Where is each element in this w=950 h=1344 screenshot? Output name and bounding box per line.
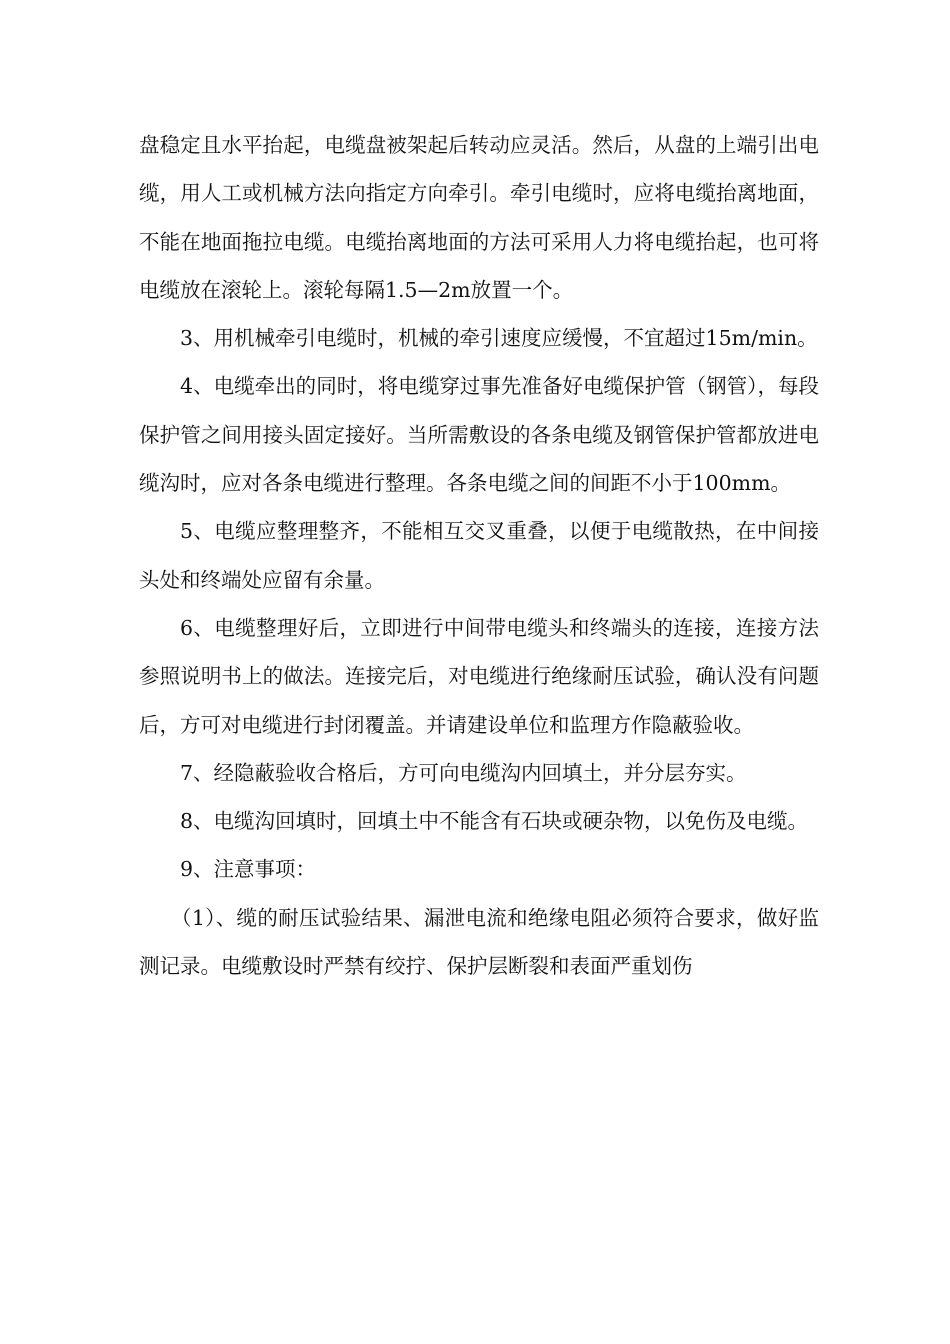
paragraph-note-1: （1）、缆的耐压试验结果、漏泄电流和绝缘电阻必须符合要求，做好监测记录。电缆敷设时严禁有绞拧、保护层断裂和表面严重划伤: [139, 905, 819, 979]
paragraph-item-5: 5、电缆应整理整齐，不能相互交叉重叠，以便于电缆散热，在中间接头处和终端处应留有余量。: [139, 519, 819, 592]
paragraph-item-3: 3、用机械牵引电缆时，机械的牵引速度应缓慢，不宜超过15m/min。: [180, 326, 818, 351]
paragraph-item-4: 4、电缆牵出的同时，将电缆穿过事先准备好电缆保护管（钢管），每段保护管之间用接头固定接好。当所需敷设的各条电缆及钢管保护管都放进电缆沟时，应对各条电缆进行整理。各条电缆之间的间距不小于100mm。: [139, 374, 819, 496]
paragraph-item-6: 6、电缆整理好后，立即进行中间带电缆头和终端头的连接，连接方法参照说明书上的做法。连接完后，对电缆进行绝缘耐压试验，确认没有问题后，方可对电缆进行封闭覆盖。并请建设单位和监理方作隐蔽验收。: [139, 615, 819, 737]
paragraph-item-8: 8、电缆沟回填时，回填土中不能含有石块或硬杂物，以免伤及电缆。: [180, 809, 809, 834]
document-body: [139, 121, 819, 990]
paragraph-item-7: 7、经隐蔽验收合格后，方可向电缆沟内回填土，并分层夯实。: [180, 760, 747, 785]
paragraph-item-9-heading: 9、注意事项：: [180, 857, 317, 882]
paragraph-continuation: 盘稳定且水平抬起，电缆盘被架起后转动应灵活。然后，从盘的上端引出电缆，用人工或机械方法向指定方向牵引。牵引电缆时，应将电缆抬离地面，不能在地面拖拉电缆。电缆抬离地面的方法可采用人力将电缆抬起，也可将电缆放在滚轮上。滚轮每隔1.5—2m放置一个。: [139, 133, 819, 302]
